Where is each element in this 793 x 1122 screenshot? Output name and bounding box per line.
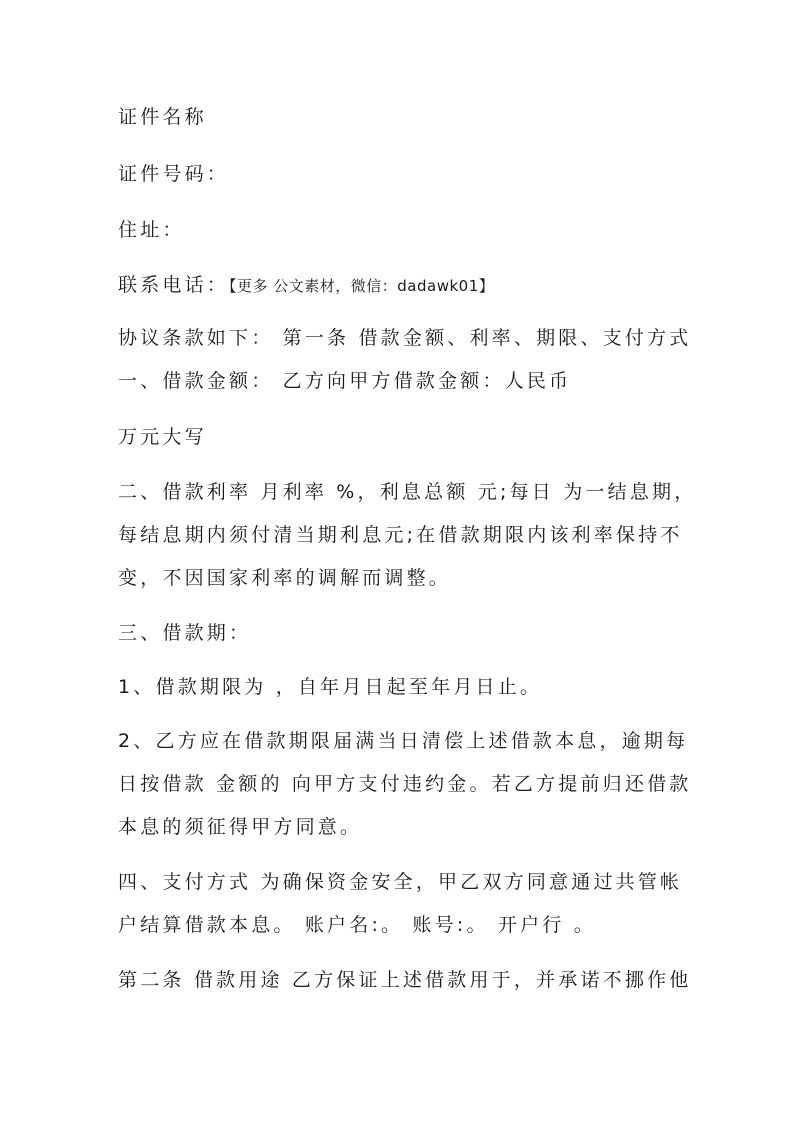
document-line: 户结算借款本息。 账户名:。 账号:。 开户行 。 bbox=[118, 914, 596, 936]
document-line: 2、乙方应在借款期限届满当日清偿上述借款本息，逾期每 bbox=[118, 730, 689, 752]
contact-phone-label: 联系电话： bbox=[118, 274, 230, 296]
document-line: 每结息期内须付清当期利息元;在借款期限内该利率保持不 bbox=[118, 524, 683, 546]
document-line: 证件号码： bbox=[118, 163, 230, 185]
promo-text: 【更多 公文素材，微信：dadawk01】 bbox=[229, 277, 495, 295]
document-line: 二、借款利率 月利率 %，利息总额 元;每日 为一结息期， bbox=[118, 481, 697, 503]
document-line: 第二条 借款用途 乙方保证上述借款用于，并承诺不挪作他 bbox=[118, 969, 692, 991]
document-line: 日按借款 金额的 向甲方支付违约金。若乙方提前归还借款 bbox=[118, 773, 692, 795]
document-line: 一、借款金额： 乙方向甲方借款金额：人民币 bbox=[118, 370, 572, 392]
document-line: 本息的须征得甲方同意。 bbox=[118, 816, 363, 838]
document-line: 证件名称 bbox=[118, 106, 207, 128]
document-line: 1、借款期限为 ，自年月日起至年月日止。 bbox=[118, 676, 543, 698]
document-line: 万元大写 bbox=[118, 426, 207, 448]
document-line: 四、支付方式 为确保资金安全，甲乙双方同意通过共管帐 bbox=[118, 871, 683, 893]
document-line bbox=[118, 273, 688, 298]
document-line: 住址： bbox=[118, 219, 185, 241]
document-line: 协议条款如下： 第一条 借款金额、利率、期限、支付方式 bbox=[118, 327, 692, 349]
document-line: 变，不因国家利率的调解而调整。 bbox=[118, 567, 452, 589]
document-line: 三、借款期： bbox=[118, 622, 252, 644]
